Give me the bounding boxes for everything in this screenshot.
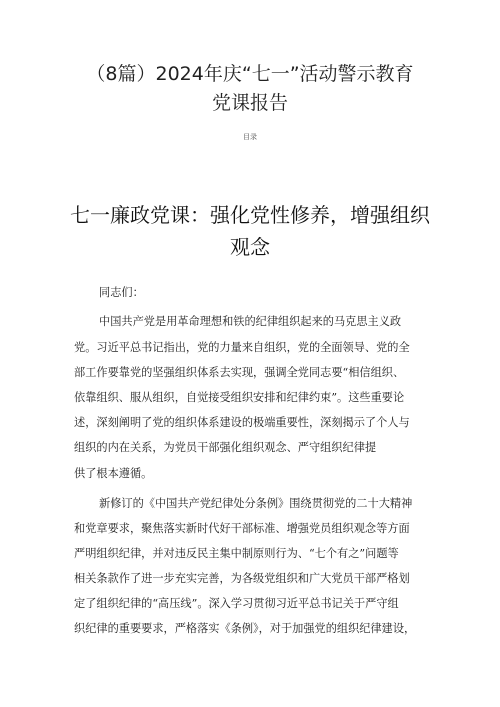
paragraph-line: 组织的内在关系，为党员干部强化组织观念、严守组织纪律提: [74, 441, 377, 454]
section-heading-line-2: 观念: [230, 235, 270, 259]
section-heading-line-1: 七一廉政党课：强化党性修养，增强组织: [70, 203, 430, 227]
paragraph-line: 党。习近平总书记指出，党的力量来自组织，党的全面领导、党的全: [74, 341, 410, 354]
document-title-line-1: （8篇）2024年庆“七一”活动警示教育: [86, 63, 414, 85]
paragraph-line: 相关条款作了进一步充实完善，为各级党组织和广大党员干部严格划: [74, 572, 410, 585]
paragraph-line: 中国共产党是用革命理想和铁的纪律组织起来的马克思主义政: [99, 315, 402, 328]
paragraph-line: 述，深刻阐明了党的组织体系建设的极端重要性，深刻揭示了个人与: [74, 416, 410, 429]
paragraph-line: 新修订的《中国共产党纪律处分条例》围绕贯彻党的二十大精神: [99, 497, 413, 510]
paragraph-line: 依靠组织、服从组织，自觉接受组织安排和纪律约束”。这些重要论: [74, 391, 405, 404]
paragraph-line: 和党章要求，聚焦落实新时代好干部标准、增强党员组织观念等方面: [74, 522, 410, 535]
paragraph-line: 供了根本遵循。: [74, 467, 153, 480]
greeting: 同志们：: [99, 286, 144, 299]
paragraph-line: 定了组织纪律的“高压线”。深入学习贯彻习近平总书记关于严守组: [74, 597, 399, 610]
paragraph-line: 严明组织纪律，并对违反民主集中制原则行为、“七个有之”问题等: [74, 547, 399, 560]
paragraph-line: 部工作要靠党的坚强组织体系去实现，强调全党同志要“相信组织、: [74, 366, 405, 379]
paragraph-line: 织纪律的重要要求，严格落实《条例》，对于加强党的组织纪律建设，: [74, 622, 416, 635]
table-of-contents-label: 目录: [243, 133, 257, 141]
document-title-line-2: 党课报告: [211, 92, 288, 114]
